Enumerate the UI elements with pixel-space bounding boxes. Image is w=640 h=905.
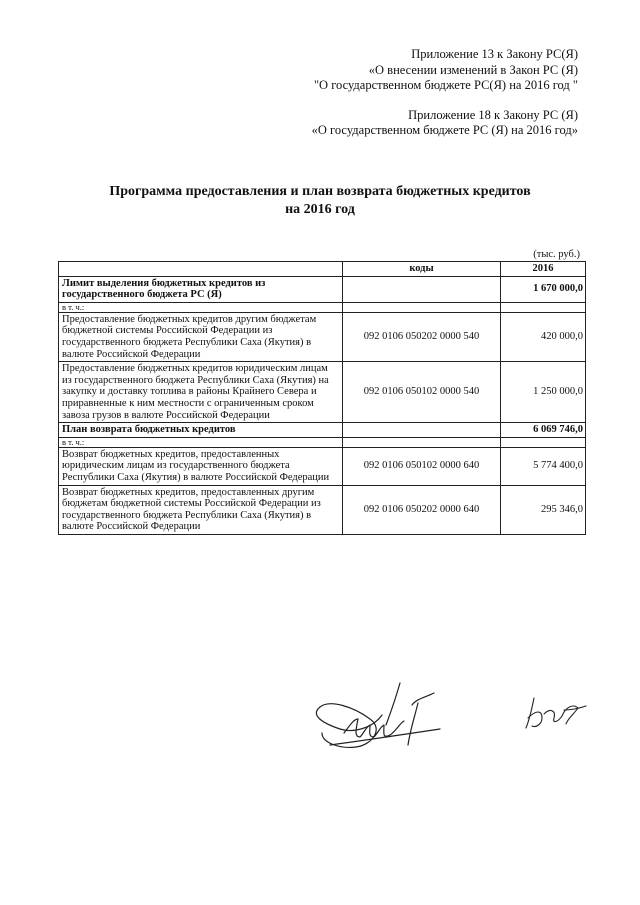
- table-row: [59, 485, 586, 534]
- row-code: [343, 423, 501, 438]
- document-title: [60, 183, 580, 219]
- table-row: [59, 302, 586, 312]
- row-label: в т. ч.:: [59, 302, 343, 312]
- units-label: (тыс. руб.): [533, 249, 580, 260]
- row-label: Предоставление бюджетных кредитов другим бюджетам бюджетной системы Российской Федерации из государственного бюджета Республики Саха (Якутия) в валюте Российской Федерации: [59, 312, 343, 361]
- row-label: План возврата бюджетных кредитов: [59, 423, 343, 438]
- row-code: [343, 437, 501, 447]
- appendix-header: [158, 47, 578, 139]
- header-codes: коды: [343, 262, 501, 277]
- table-row: [59, 447, 586, 485]
- row-amount: [501, 437, 586, 447]
- table-row: [59, 312, 586, 361]
- title-line-1: Программа предоставления и план возврата бюджетных кредитов: [109, 184, 531, 199]
- title-line-2: на 2016 год: [285, 202, 355, 217]
- appendix-line: «О внесении изменений в Закон РС (Я): [368, 62, 578, 77]
- table-row: [59, 276, 586, 302]
- row-code: [343, 302, 501, 312]
- row-label: Возврат бюджетных кредитов, предоставленных юридическим лицам из государственного бюджета Республики Саха (Якутия) в валюте Российской Федерации: [59, 447, 343, 485]
- header-label: [59, 262, 343, 277]
- row-amount: 1 670 000,0: [501, 276, 586, 302]
- row-amount: 6 069 746,0: [501, 423, 586, 438]
- row-code: 092 0106 050102 0000 540: [343, 362, 501, 423]
- signature-left: [300, 675, 450, 775]
- signature-right: [520, 688, 590, 738]
- row-label: Предоставление бюджетных кредитов юридическим лицам из государственного бюджета Республики Саха (Якутия) на закупку и доставку топлива в районы Крайнего Севера и приравненные к ним местности с ограниченным сроком завоза грузов в валюте Российской Федерации: [59, 362, 343, 423]
- row-amount: 1 250 000,0: [501, 362, 586, 423]
- row-amount: 5 774 400,0: [501, 447, 586, 485]
- table-header-row: [59, 262, 586, 277]
- row-code: 092 0106 050202 0000 540: [343, 312, 501, 361]
- table-row: [59, 423, 586, 438]
- table-row: [59, 362, 586, 423]
- row-amount: [501, 302, 586, 312]
- row-code: 092 0106 050202 0000 640: [343, 485, 501, 534]
- row-code: 092 0106 050102 0000 640: [343, 447, 501, 485]
- appendix-line: "О государственном бюджете РС(Я) на 2016 год ": [313, 78, 578, 92]
- row-amount: 295 346,0: [501, 485, 586, 534]
- credits-table: [58, 261, 586, 535]
- row-code: [343, 276, 501, 302]
- row-label: в т. ч.:: [59, 437, 343, 447]
- row-amount: 420 000,0: [501, 312, 586, 361]
- appendix-line: Приложение 13 к Закону РС(Я): [411, 47, 578, 61]
- table-row: [59, 437, 586, 447]
- appendix-line: Приложение 18 к Закону РС (Я): [408, 107, 578, 122]
- header-year: 2016: [501, 262, 586, 277]
- row-label: Лимит выделения бюджетных кредитов из государственного бюджета РС (Я): [59, 276, 343, 302]
- row-label: Возврат бюджетных кредитов, предоставленных другим бюджетам бюджетной системы Российской Федерации из государственного бюджета Республики Саха (Якутия) в валюте Российской Федерации: [59, 485, 343, 534]
- appendix-line: «О государственном бюджете РС (Я) на 2016 год»: [311, 123, 578, 137]
